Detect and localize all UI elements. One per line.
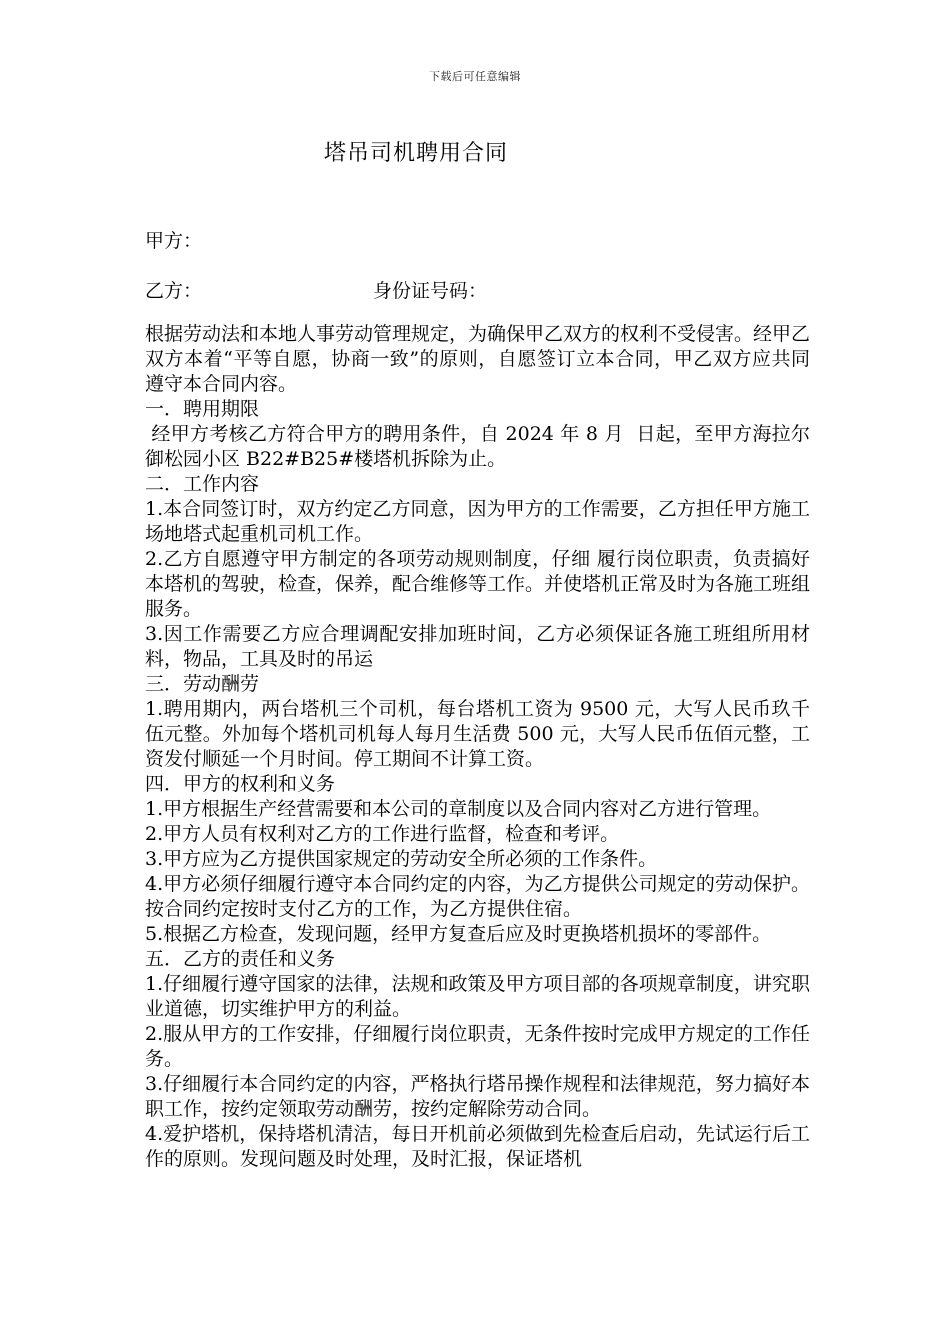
paragraph: 经甲方考核乙方符合甲方的聘用条件，自 2024 年 8 月 日起，至甲方海拉尔御松园小区 B22#B25#楼塔机拆除为止。: [145, 423, 810, 470]
document-title: 塔吊司机聘用合同: [324, 141, 509, 166]
paragraph: 3.因工作需要乙方应合理调配安排加班时间，乙方必须保证各施工班组所用材料，物品，工具及时的吊运: [145, 623, 810, 670]
intro-paragraph: 根据劳动法和本地人事劳动管理规定，为确保甲乙双方的权利不受侵害。经甲乙双方本着“平等自愿，协商一致”的原则，自愿签订立本合同，甲乙双方应共同遵守本合同内容。: [145, 323, 811, 395]
section-heading: 一．聘用期限: [145, 398, 260, 420]
contract-body: [145, 322, 810, 1172]
paragraph: 5.根据乙方检查，发现问题，经甲方复查后应及时更换塔机损坏的零部件。: [145, 923, 772, 945]
section-heading: 三．劳动酬劳: [145, 673, 260, 695]
section-heading: 五．乙方的责任和义务: [145, 948, 336, 970]
party-a-label: 甲方：: [145, 230, 203, 252]
party-b-line: [145, 276, 488, 303]
party-a-line: [145, 226, 202, 253]
paragraph: 4.爱护塔机，保持塔机清洁，每日开机前必须做到先检查后启动，先试运行后工作的原则。发现问题及时处理，及时汇报，保证塔机: [145, 1123, 810, 1170]
section-heading: 二．工作内容: [145, 473, 260, 495]
paragraph: 3.仔细履行本合同约定的内容，严格执行塔吊操作规程和法律规范，努力搞好本职工作，按约定领取劳动酬劳，按约定解除劳动合同。: [145, 1073, 810, 1120]
paragraph: 1.甲方根据生产经营需要和本公司的章制度以及合同内容对乙方进行管理。: [145, 798, 772, 820]
paragraph: 2.甲方人员有权利对乙方的工作进行监督，检查和考评。: [145, 823, 620, 845]
section-heading: 四．甲方的权利和义务: [145, 773, 336, 795]
paragraph: 2.乙方自愿遵守甲方制定的各项劳动规则制度，仔细 履行岗位职责，负责搞好本塔机的驾驶，检查，保养，配合维修等工作。并使塔机正常及时为各施工班组服务。: [145, 548, 811, 620]
paragraph: 1.聘用期内，两台塔机三个司机，每台塔机工资为 9500 元，大写人民币玖千伍元整。外加每个塔机司机每人每月生活费 500 元，大写人民币伍佰元整，工资发付顺延一个月时间。停工期间不计算工资。: [145, 698, 810, 770]
paragraph: 2.服从甲方的工作安排，仔细履行岗位职责，无条件按时完成甲方规定的工作任务。: [145, 1023, 810, 1070]
id-number-label: 身份证号码：: [373, 280, 488, 302]
paragraph: 3.甲方应为乙方提供国家规定的劳动安全所必须的工作条件。: [145, 848, 658, 870]
party-b-label: 乙方：: [145, 280, 203, 302]
header-note: 下载后可任意编辑: [429, 70, 521, 83]
paragraph: 4.甲方必须仔细履行遵守本合同约定的内容，为乙方提供公司规定的劳动保护。按合同约定按时支付乙方的工作，为乙方提供住宿。: [145, 873, 810, 920]
paragraph: 1.本合同签订时，双方约定乙方同意，因为甲方的工作需要，乙方担任甲方施工场地塔式起重机司机工作。: [145, 498, 810, 545]
paragraph: 1.仔细履行遵守国家的法律，法规和政策及甲方项目部的各项规章制度，讲究职业道德，切实维护甲方的利益。: [145, 973, 810, 1020]
